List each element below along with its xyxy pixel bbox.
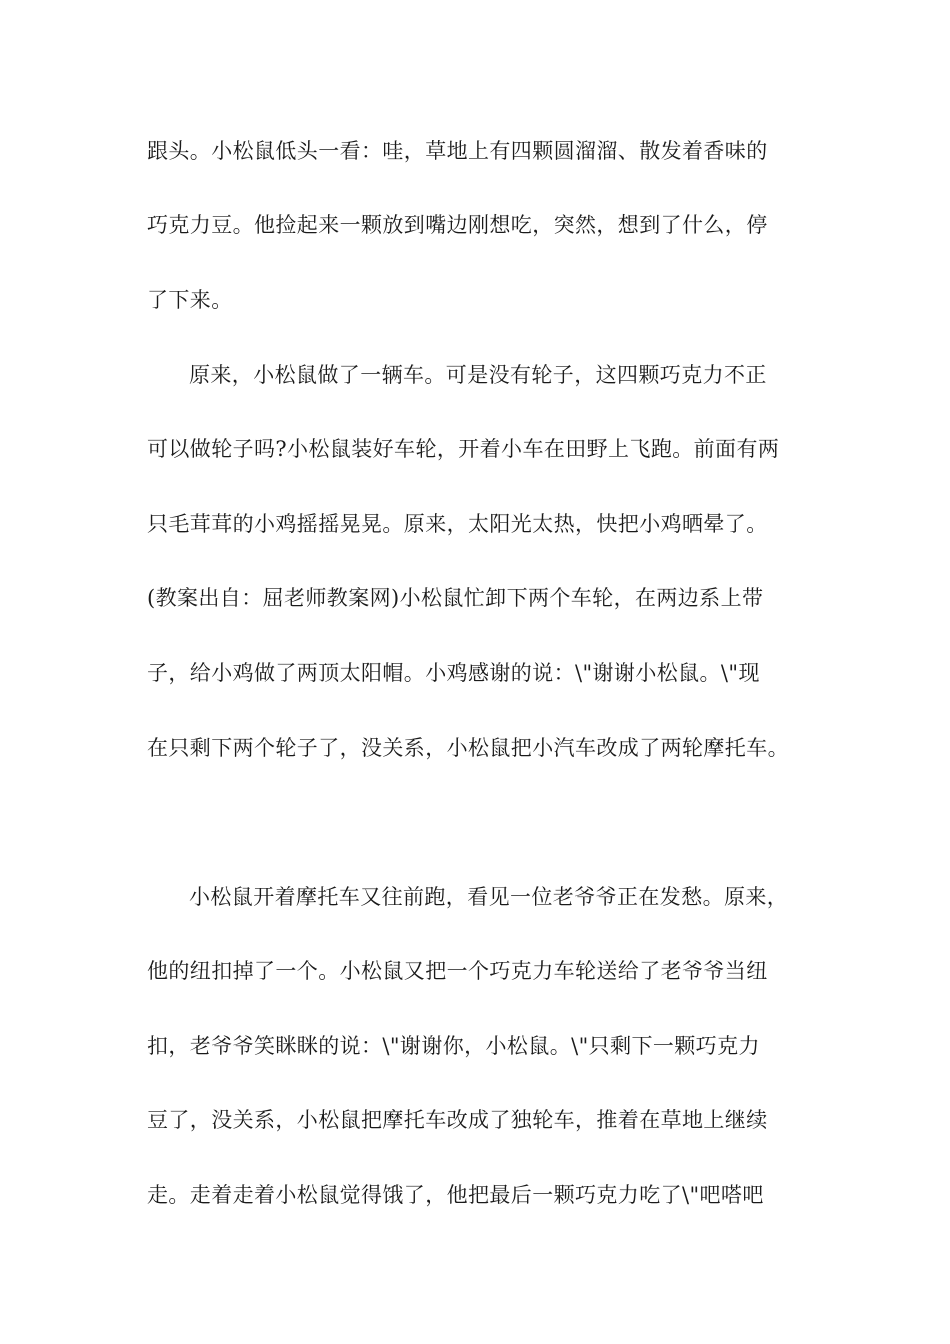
text-line-9: 在只剩下两个轮子了，没关系，小松鼠把小汽车改成了两轮摩托车。 <box>147 736 789 760</box>
text-line-13: 豆了，没关系，小松鼠把摩托车改成了独轮车，推着在草地上继续 <box>147 1108 768 1132</box>
text-line-3: 了下来。 <box>147 288 233 312</box>
text-line-5: 可以做轮子吗?小松鼠装好车轮，开着小车在田野上飞跑。前面有两 <box>147 437 780 461</box>
text-line-7: (教案出自：屈老师教案网)小松鼠忙卸下两个车轮，在两边系上带 <box>147 586 764 610</box>
text-line-1: 跟头。小松鼠低头一看：哇，草地上有四颗圆溜溜、散发着香味的 <box>147 139 768 163</box>
text-line-10: 小松鼠开着摩托车又往前跑，看见一位老爷爷正在发愁。原来， <box>189 885 789 909</box>
text-line-12: 扣，老爷爷笑眯眯的说：\"谢谢你，小松鼠。\"只剩下一颗巧克力 <box>147 1034 760 1058</box>
text-line-2: 巧克力豆。他捡起来一颗放到嘴边刚想吃，突然，想到了什么，停 <box>147 213 768 237</box>
text-line-8: 子，给小鸡做了两顶太阳帽。小鸡感谢的说：\"谢谢小松鼠。\"现 <box>147 661 760 685</box>
text-line-6: 只毛茸茸的小鸡摇摇晃晃。原来，太阳光太热，快把小鸡晒晕了。 <box>147 512 768 536</box>
text-line-4: 原来，小松鼠做了一辆车。可是没有轮子，这四颗巧克力不正 <box>189 363 767 387</box>
text-line-11: 他的纽扣掉了一个。小松鼠又把一个巧克力车轮送给了老爷爷当纽 <box>147 959 768 983</box>
text-line-14: 走。走着走着小松鼠觉得饿了，他把最后一颗巧克力吃了\"吧嗒吧 <box>147 1183 764 1207</box>
